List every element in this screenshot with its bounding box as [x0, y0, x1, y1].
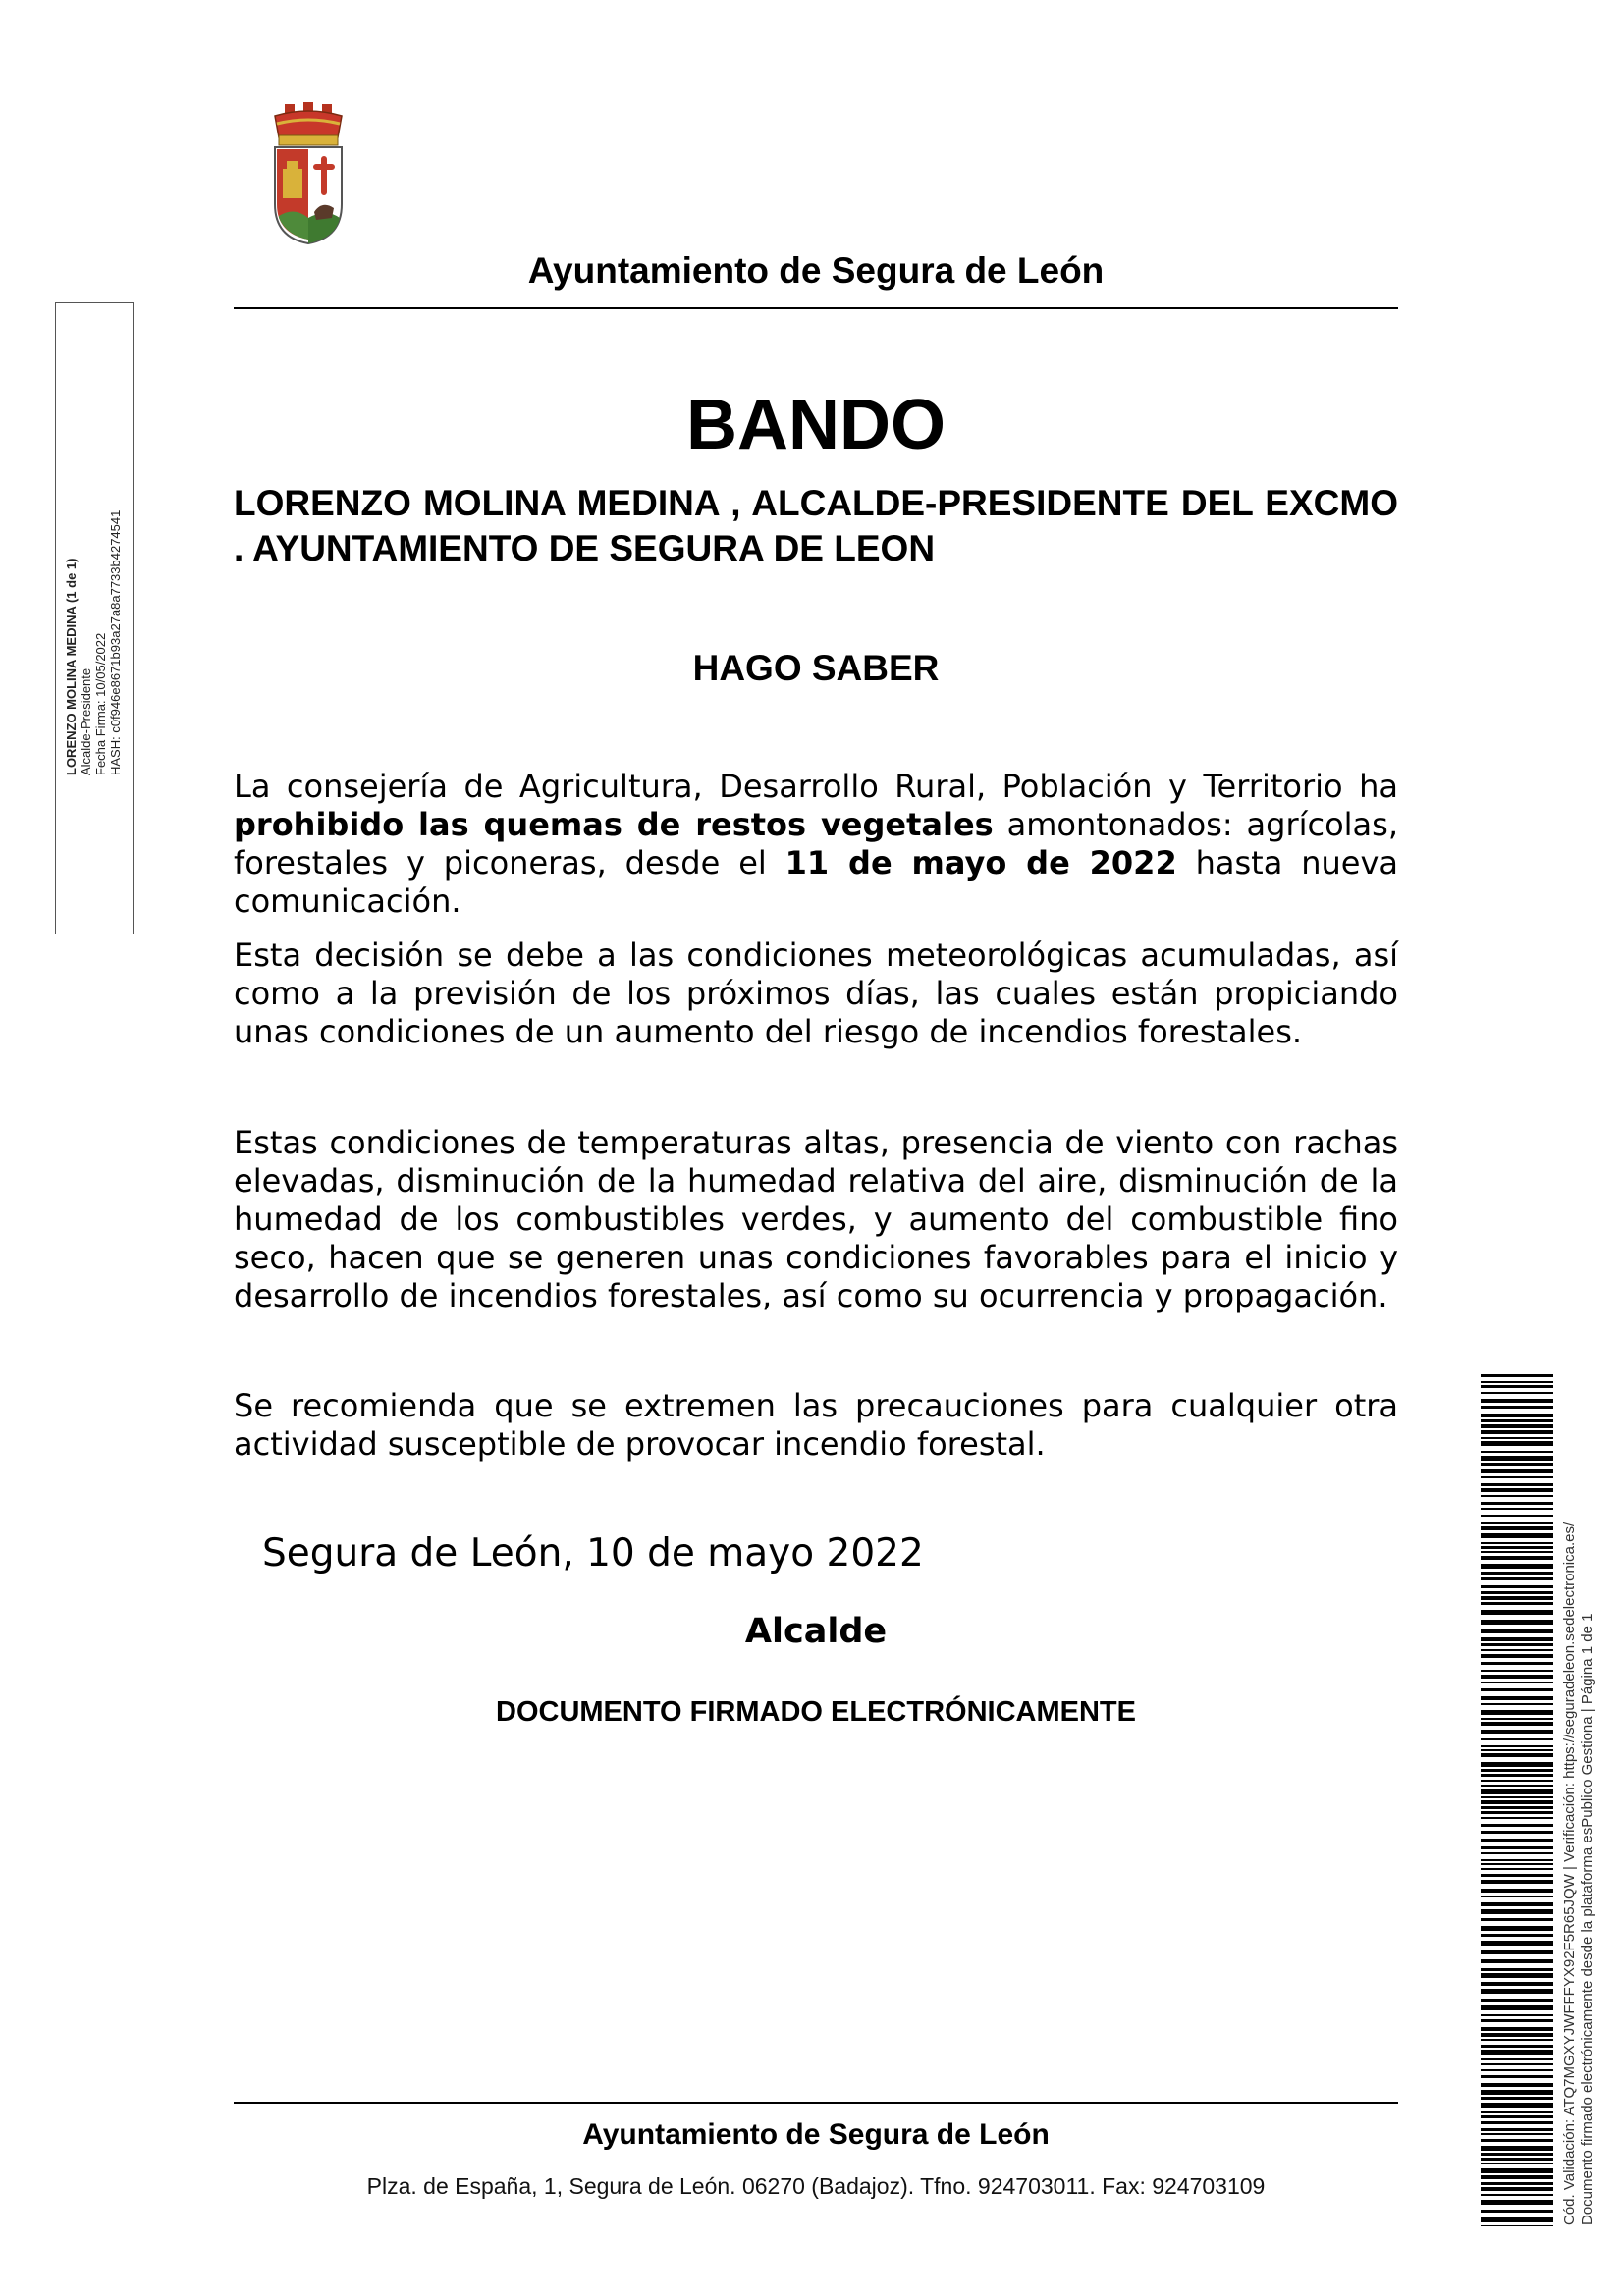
signer-title: Alcalde: [744, 1612, 888, 1651]
signature-hash: HASH: c0f946e8671b93a27a8a7733b4274541: [108, 509, 123, 775]
mayor-line: LORENZO MOLINA MEDINA , ALCALDE-PRESIDENTE DEL EXCMO . AYUNTAMIENTO DE SEGURA DE LEON: [234, 483, 1398, 568]
footer-title: Ayuntamiento de Segura de León: [582, 2118, 1050, 2151]
signature-date: Fecha Firma: 10/05/2022: [93, 632, 108, 775]
footer-address: Plza. de España, 1, Segura de León. 06270 (Badajoz). Tfno. 924703011. Fax: 924703109: [366, 2173, 1266, 2199]
signature-info: [64, 461, 123, 775]
paragraph-1-bold-a: prohibido las quemas de restos vegetales: [234, 806, 994, 843]
municipal-crest-icon: [267, 102, 350, 245]
verification-line-2: Documento firmado electrónicamente desde la plataforma esPublico Gestiona | Página 1 de 1: [1579, 1613, 1596, 2225]
paragraph-2: Esta decisión se debe a las condiciones meteorológicas acumuladas, así como a la previsión de los próximos días, las cuales están propiciando unas condiciones de un aumento del riesgo de incendios forestales.: [234, 936, 1398, 1050]
footer-divider: [234, 2102, 1398, 2104]
verification-line-1: Cód. Validación: ATQ7MGXYJWFFFYX92F5R65JQW | Verificación: https://seguradeleon.sedelectronica.es/: [1561, 1522, 1578, 2225]
place-date: Segura de León, 10 de mayo 2022: [262, 1531, 924, 1575]
signed-note: DOCUMENTO FIRMADO ELECTRÓNICAMENTE: [496, 1696, 1136, 1728]
paragraph-1-text-b: amontonados: agrícolas, forestales y piconeras, desde el: [234, 806, 1399, 881]
header-title: Ayuntamiento de Segura de León: [527, 250, 1105, 291]
signature-name: LORENZO MOLINA MEDINA (1 de 1): [64, 558, 79, 775]
paragraph-1-text-a: La consejería de Agricultura, Desarrollo Rural, Población y Territorio ha: [234, 768, 1398, 805]
signature-role: Alcalde-Presidente: [79, 667, 93, 775]
hago-saber: HAGO SABER: [692, 648, 940, 688]
header-divider: [234, 307, 1398, 309]
barcode-icon: [1481, 1374, 1553, 2226]
paragraph-4: Se recomienda que se extremen las precauciones para cualquier otra actividad susceptible de provocar incendio forestal.: [234, 1387, 1398, 1463]
document-heading: BANDO: [686, 386, 946, 464]
paragraph-1: [234, 768, 1398, 921]
paragraph-1-bold-b: 11 de mayo de 2022: [784, 844, 1177, 881]
paragraph-1-text-c: hasta nueva comunicación.: [234, 844, 1398, 920]
verification-info: [1561, 1371, 1596, 2225]
paragraph-3: Estas condiciones de temperaturas altas, presencia de viento con rachas elevadas, disminución de la humedad relativa del aire, disminución de la humedad de los combustibles verdes, y aumento del combustible fino seco, hacen que se generen unas condiciones favorables para el inicio y desarrollo de incendios forestales, así como su ocurrencia y propagación.: [234, 1124, 1398, 1314]
